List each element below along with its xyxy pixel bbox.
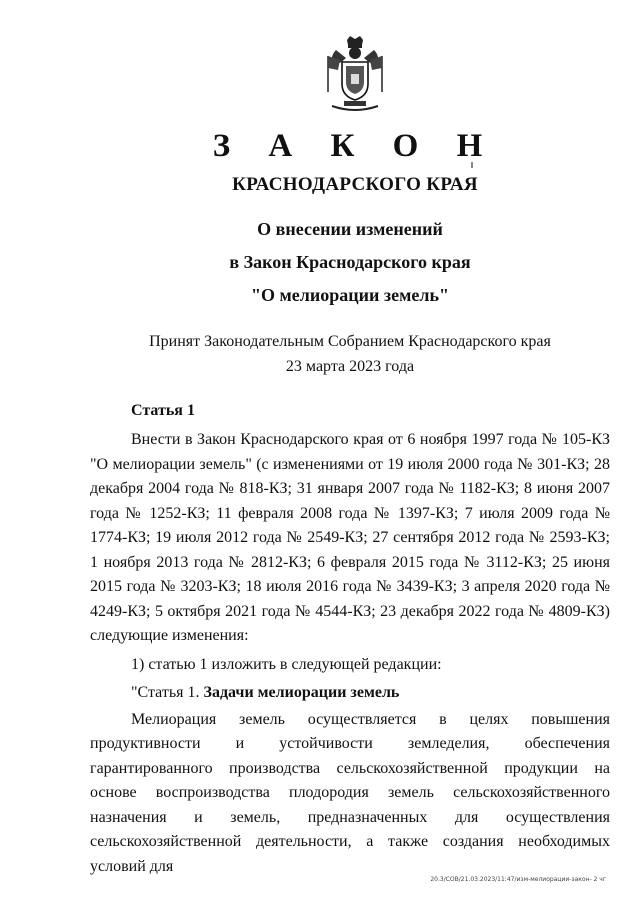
adopted-by: Принят Законодательным Собранием Краснодарского края — [149, 333, 551, 350]
article-body — [90, 428, 610, 879]
amended-article-prefix: "Статья 1. — [131, 684, 204, 701]
amended-article-title — [90, 681, 610, 706]
article-paragraph: Внести в Закон Краснодарского края от 6 ноября 1997 года № 105-КЗ "О мелиорации земель" (с изменениями от 19 июля 2000 года № 301-КЗ; 28 декабря 2004 года № 818-КЗ; 31 января 2007 года № 1182-КЗ; 8 июня 2007 года № 1252-КЗ; 11 февраля 2008 года № 1397-КЗ; 7 июля 2009 года № 1774-КЗ; 19 июля 2012 года № 2549-КЗ; 27 сентября 2012 года № 2593-КЗ; 1 ноября 2013 года № 2812-КЗ; 6 февраля 2015 года № 3112-КЗ; 25 июня 2015 года № 3203-КЗ; 18 июля 2016 года № 3439-КЗ; 3 апреля 2020 года № 4249-КЗ; 5 октября 2021 года № 4544-КЗ; 23 декабря 2022 года № 4809-КЗ) следующие изменения: — [90, 431, 610, 644]
amended-article-name: Задачи мелиорации земель — [203, 684, 400, 701]
doc-title-line2: в Закон Краснодарского края — [229, 252, 471, 272]
law-heading: З А К О Н — [212, 128, 498, 164]
article-heading: Статья 1 — [131, 402, 195, 419]
law-region: КРАСНОДАРСКОГО КРАЯ — [232, 174, 478, 195]
coat-of-arms-icon — [322, 34, 388, 114]
document-code: 20.3/СОВ/21.03.2023/11:47/изм-мелиорации-закон- 2 чг — [430, 876, 606, 883]
doc-title-line1: О внесении изменений — [257, 219, 443, 239]
amended-article-text: Мелиорация земель осуществляется в целях повышения продуктивности и устойчивости земледелия, обеспечения гарантированного производства сельскохозяйственной продукции на основе воспроизводства плодородия земель сельскохозяйственного назначения и земель, предназначенных для осуществления сельскохозяйственной деятельности, а также создания необходимых условий для — [90, 710, 610, 875]
amendment-item: 1) статью 1 изложить в следующей редакции: — [131, 655, 442, 673]
doc-title-line3: "О мелиорации земель" — [251, 285, 449, 305]
adopted-date: 23 марта 2023 года — [285, 358, 415, 375]
